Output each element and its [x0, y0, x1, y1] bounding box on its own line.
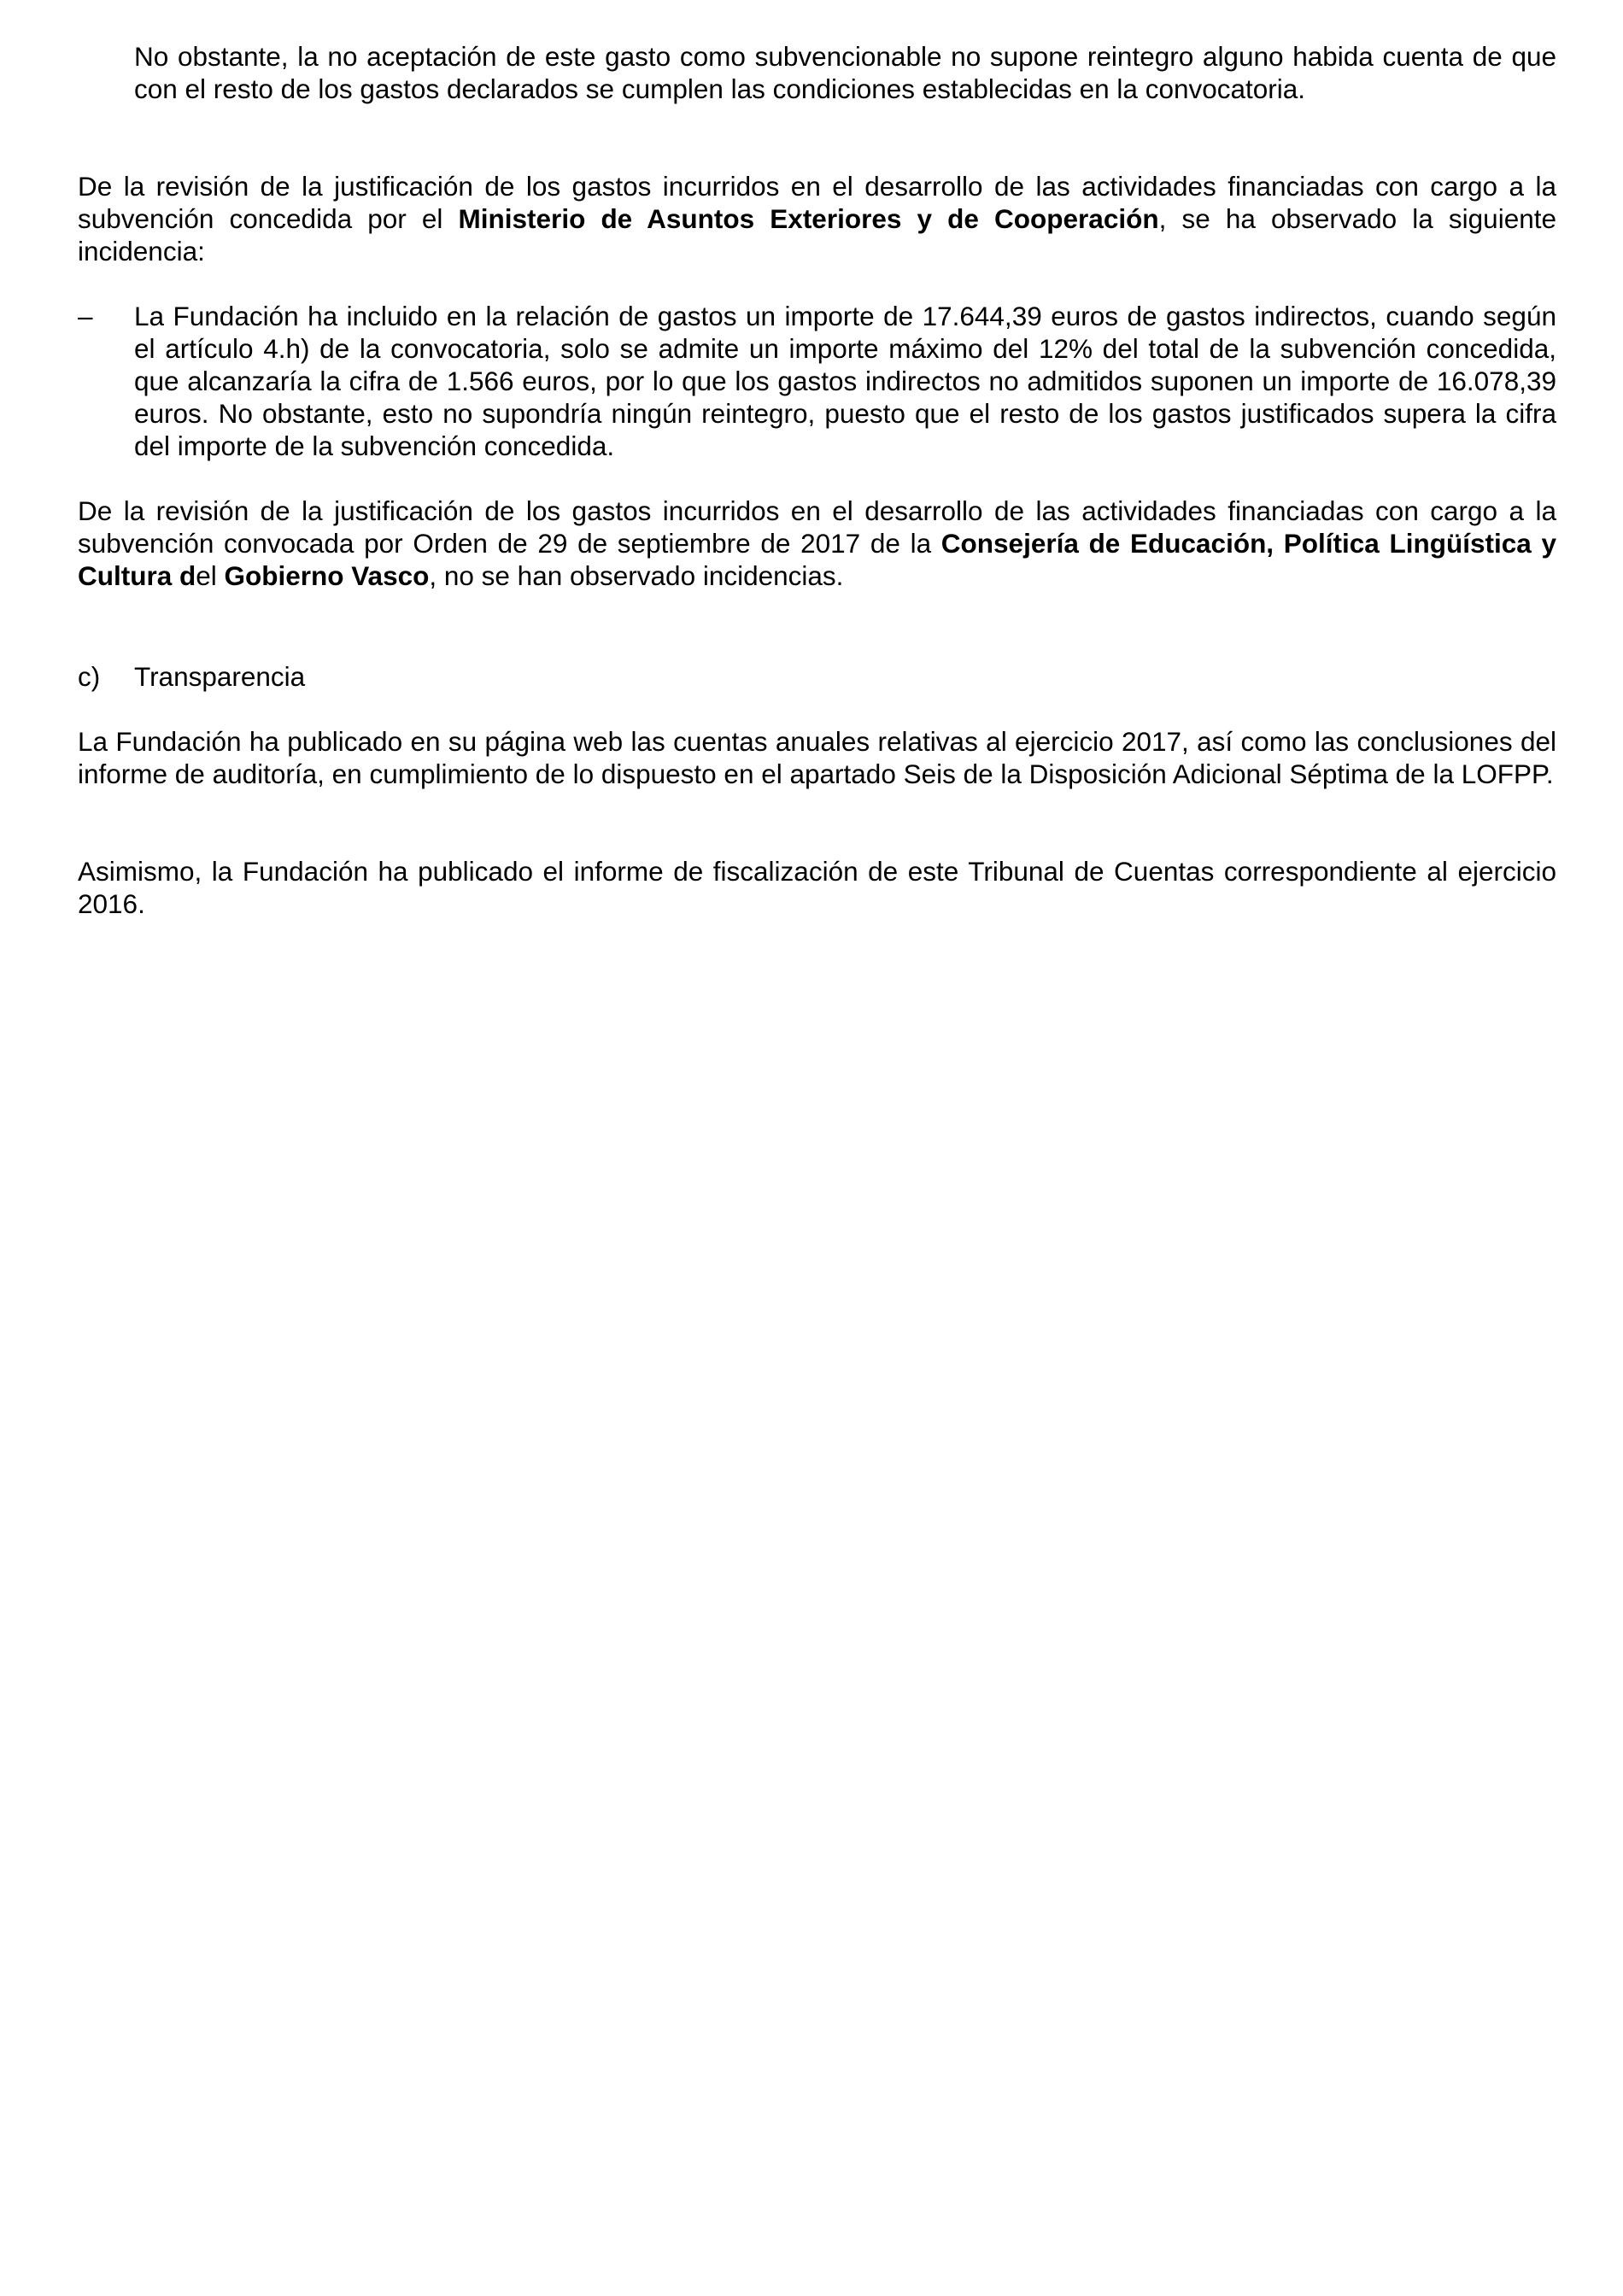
paragraph-text: el	[196, 560, 225, 591]
paragraph-text: , no se han observado incidencias.	[429, 560, 844, 591]
paragraph-gobierno-vasco-revision	[78, 495, 1556, 592]
section-heading-transparencia	[78, 660, 305, 693]
section-number: c)	[78, 661, 101, 692]
paragraph-text: De la revisión de la justificación de los gastos incurridos en el desarrollo de las actividades financiadas con cargo a la subvención convocada por Orden de 29 de septiembre de 2017 de la	[78, 495, 1556, 559]
bold-entity-gobierno-vasco: Gobierno Vasco	[224, 560, 430, 591]
paragraph-ministerio-revision	[78, 170, 1556, 267]
bold-entity-ministerio: Ministerio de Asuntos Exteriores y de Cooperación	[458, 203, 1159, 234]
paragraph-informe-fiscalizacion: Asimismo, la Fundación ha publicado el informe de fiscalización de este Tribunal de Cuentas correspondiente al ejercicio 2016.	[78, 856, 1556, 919]
bold-entity-consejeria: Consejería de Educación, Política Lingüística y Cultura d	[78, 528, 1556, 591]
paragraph-cuentas-anuales: La Fundación ha publicado en su página web las cuentas anuales relativas al ejercicio 2017, así como las conclusiones del informe de auditoría, en cumplimiento de lo dispuesto en el apartado Seis de la Disposición Adicional Séptima de la LOFPP.	[78, 726, 1556, 789]
paragraph-text: De la revisión de la justificación de los gastos incurridos en el desarrollo de las actividades financiadas con cargo a la subvención concedida por el	[78, 171, 1556, 234]
bullet-item-gastos-indirectos: La Fundación ha incluido en la relación de gastos un importe de 17.644,39 euros de gastos indirectos, cuando según el artículo 4.h) de la convocatoria, solo se admite un importe máximo del 12% del total de la subvención concedida, que alcanzaría la cifra de 1.566 euros, por lo que los gastos indirectos no admitidos suponen un importe de 16.078,39 euros. No obstante, esto no supondría ningún reintegro, puesto que el resto de los gastos justificados supera la cifra del importe de la subvención concedida.	[134, 301, 1556, 461]
paragraph-no-obstante: No obstante, la no aceptación de este gasto como subvencionable no supone reintegro alguno habida cuenta de que con el resto de los gastos declarados se cumplen las condiciones establecidas en la convocatoria.	[134, 41, 1556, 104]
bullet-dash: –	[78, 301, 93, 331]
paragraph-text: , se ha observado la siguiente incidencia:	[78, 203, 1556, 266]
section-title: Transparencia	[134, 661, 306, 692]
